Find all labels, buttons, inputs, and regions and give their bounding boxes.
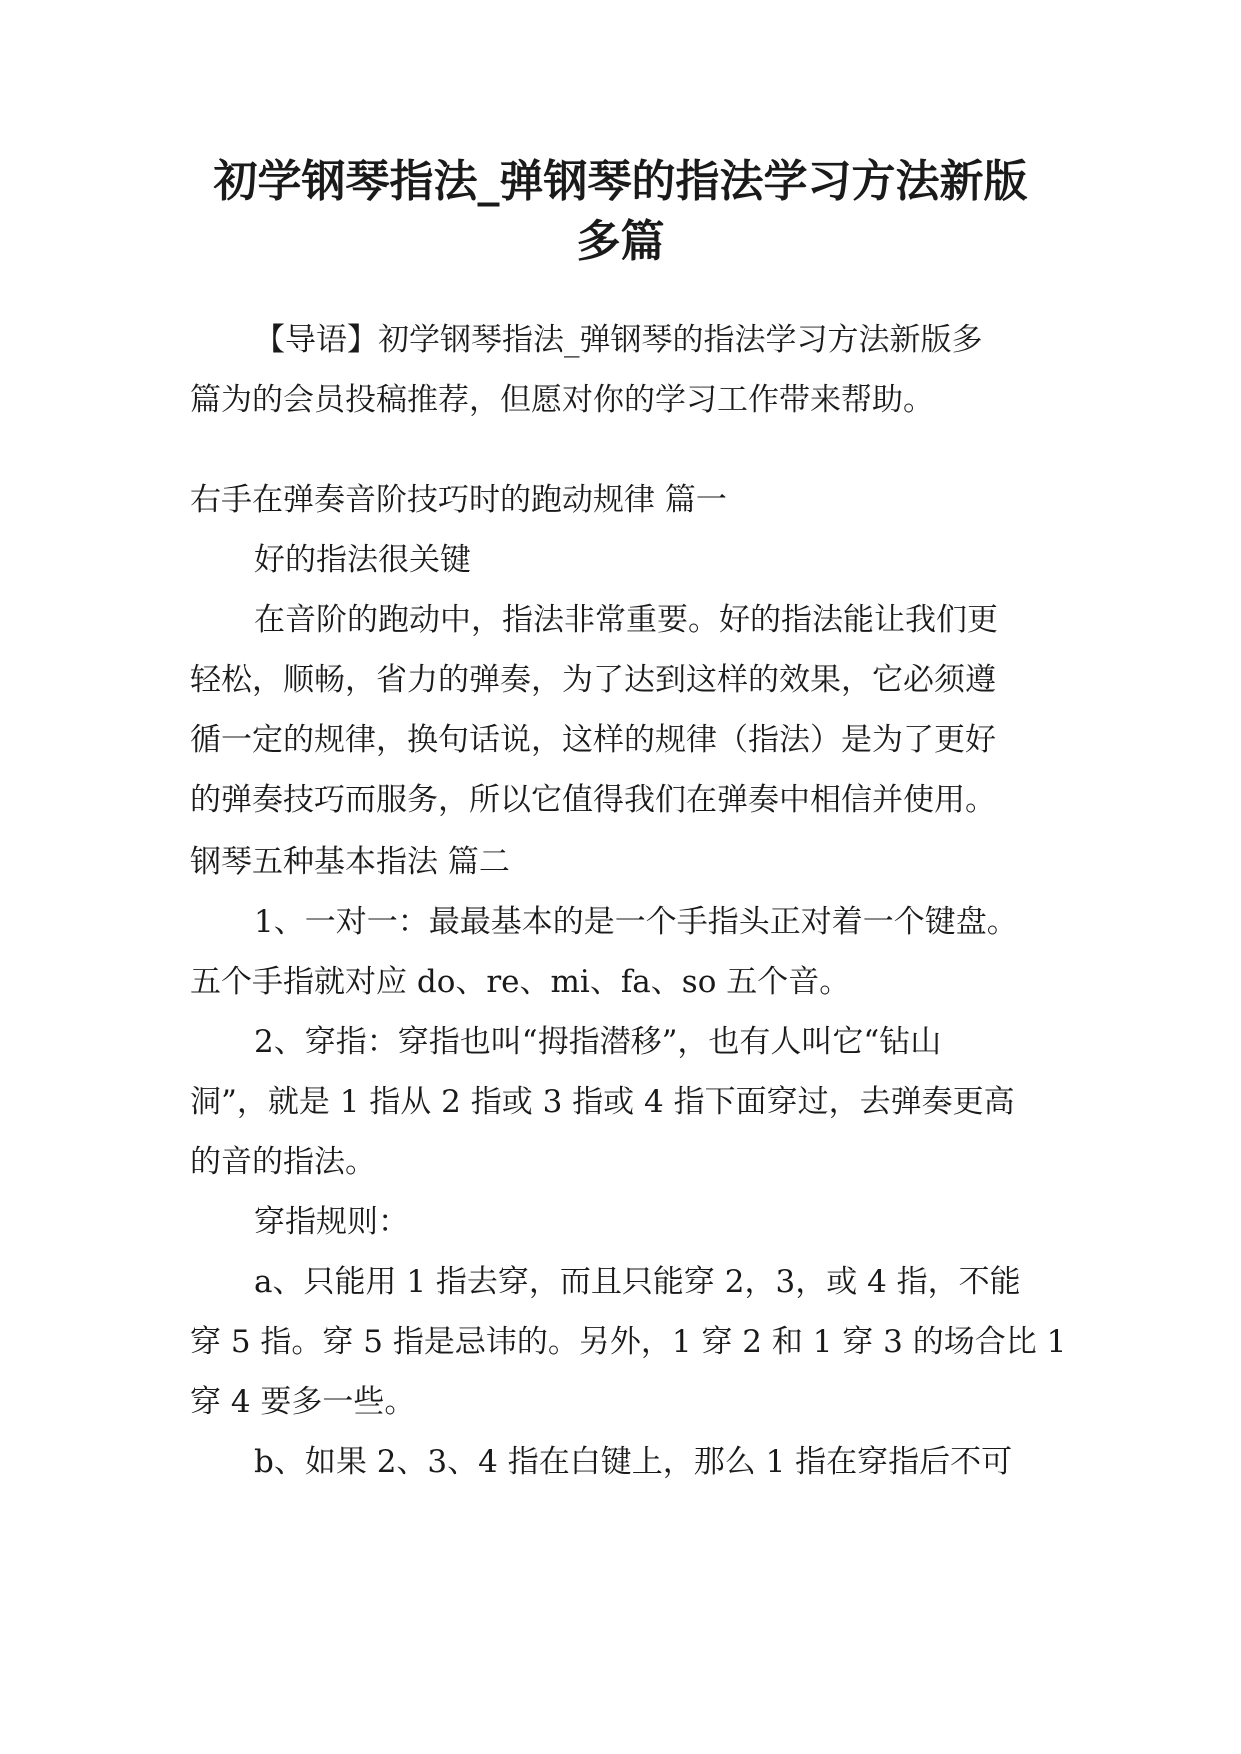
- intro-paragraph: [190, 310, 1060, 430]
- document-title: [150, 150, 1091, 270]
- paragraph-line: 在音阶的跑动中，指法非常重要。好的指法能让我们更: [254, 602, 998, 638]
- paragraph-line: 的音的指法。: [190, 1144, 376, 1180]
- paragraph-line: 洞”，就是 1 指从 2 指或 3 指或 4 指下面穿过，去弹奏更高: [190, 1084, 1015, 1120]
- section-heading: 右手在弹奏音阶技巧时的跑动规律 篇一: [190, 482, 727, 518]
- paragraph-line: b、如果 2、3、4 指在白键上，那么 1 指在穿指后不可: [254, 1444, 1013, 1480]
- title-line: 初学钢琴指法_弹钢琴的指法学习方法新版: [213, 156, 1028, 207]
- paragraph-line: 2、穿指：穿指也叫“拇指潜移”，也有人叫它“钻山: [254, 1024, 942, 1060]
- paragraph-line: 穿 5 指。穿 5 指是忌讳的。另外，1 穿 2 和 1 穿 3 的场合比 1: [190, 1324, 1067, 1360]
- paragraph-line: 五个手指就对应 do、re、mi、fa、so 五个音。: [190, 964, 851, 1000]
- section-one: [190, 470, 1060, 830]
- paragraph-line: 轻松，顺畅，省力的弹奏，为了达到这样的效果，它必须遵: [190, 662, 996, 698]
- section-heading: 钢琴五种基本指法 篇二: [190, 844, 510, 880]
- intro-line: 【导语】初学钢琴指法_弹钢琴的指法学习方法新版多: [254, 322, 983, 358]
- paragraph-line: 穿 4 要多一些。: [190, 1384, 416, 1420]
- rules-heading: 穿指规则：: [254, 1204, 409, 1240]
- paragraph-line: a、只能用 1 指去穿，而且只能穿 2，3，或 4 指，不能: [254, 1264, 1021, 1300]
- paragraph-line: 1、一对一：最最基本的是一个手指头正对着一个键盘。: [254, 904, 1018, 940]
- section-subheading: 好的指法很关键: [254, 542, 471, 578]
- intro-line: 篇为的会员投稿推荐，但愿对你的学习工作带来帮助。: [190, 382, 934, 418]
- paragraph-line: 循一定的规律，换句话说，这样的规律（指法）是为了更好: [190, 722, 996, 758]
- title-line: 多篇: [576, 216, 665, 267]
- section-two: [190, 832, 1067, 1492]
- paragraph-line: 的弹奏技巧而服务，所以它值得我们在弹奏中相信并使用。: [190, 782, 996, 818]
